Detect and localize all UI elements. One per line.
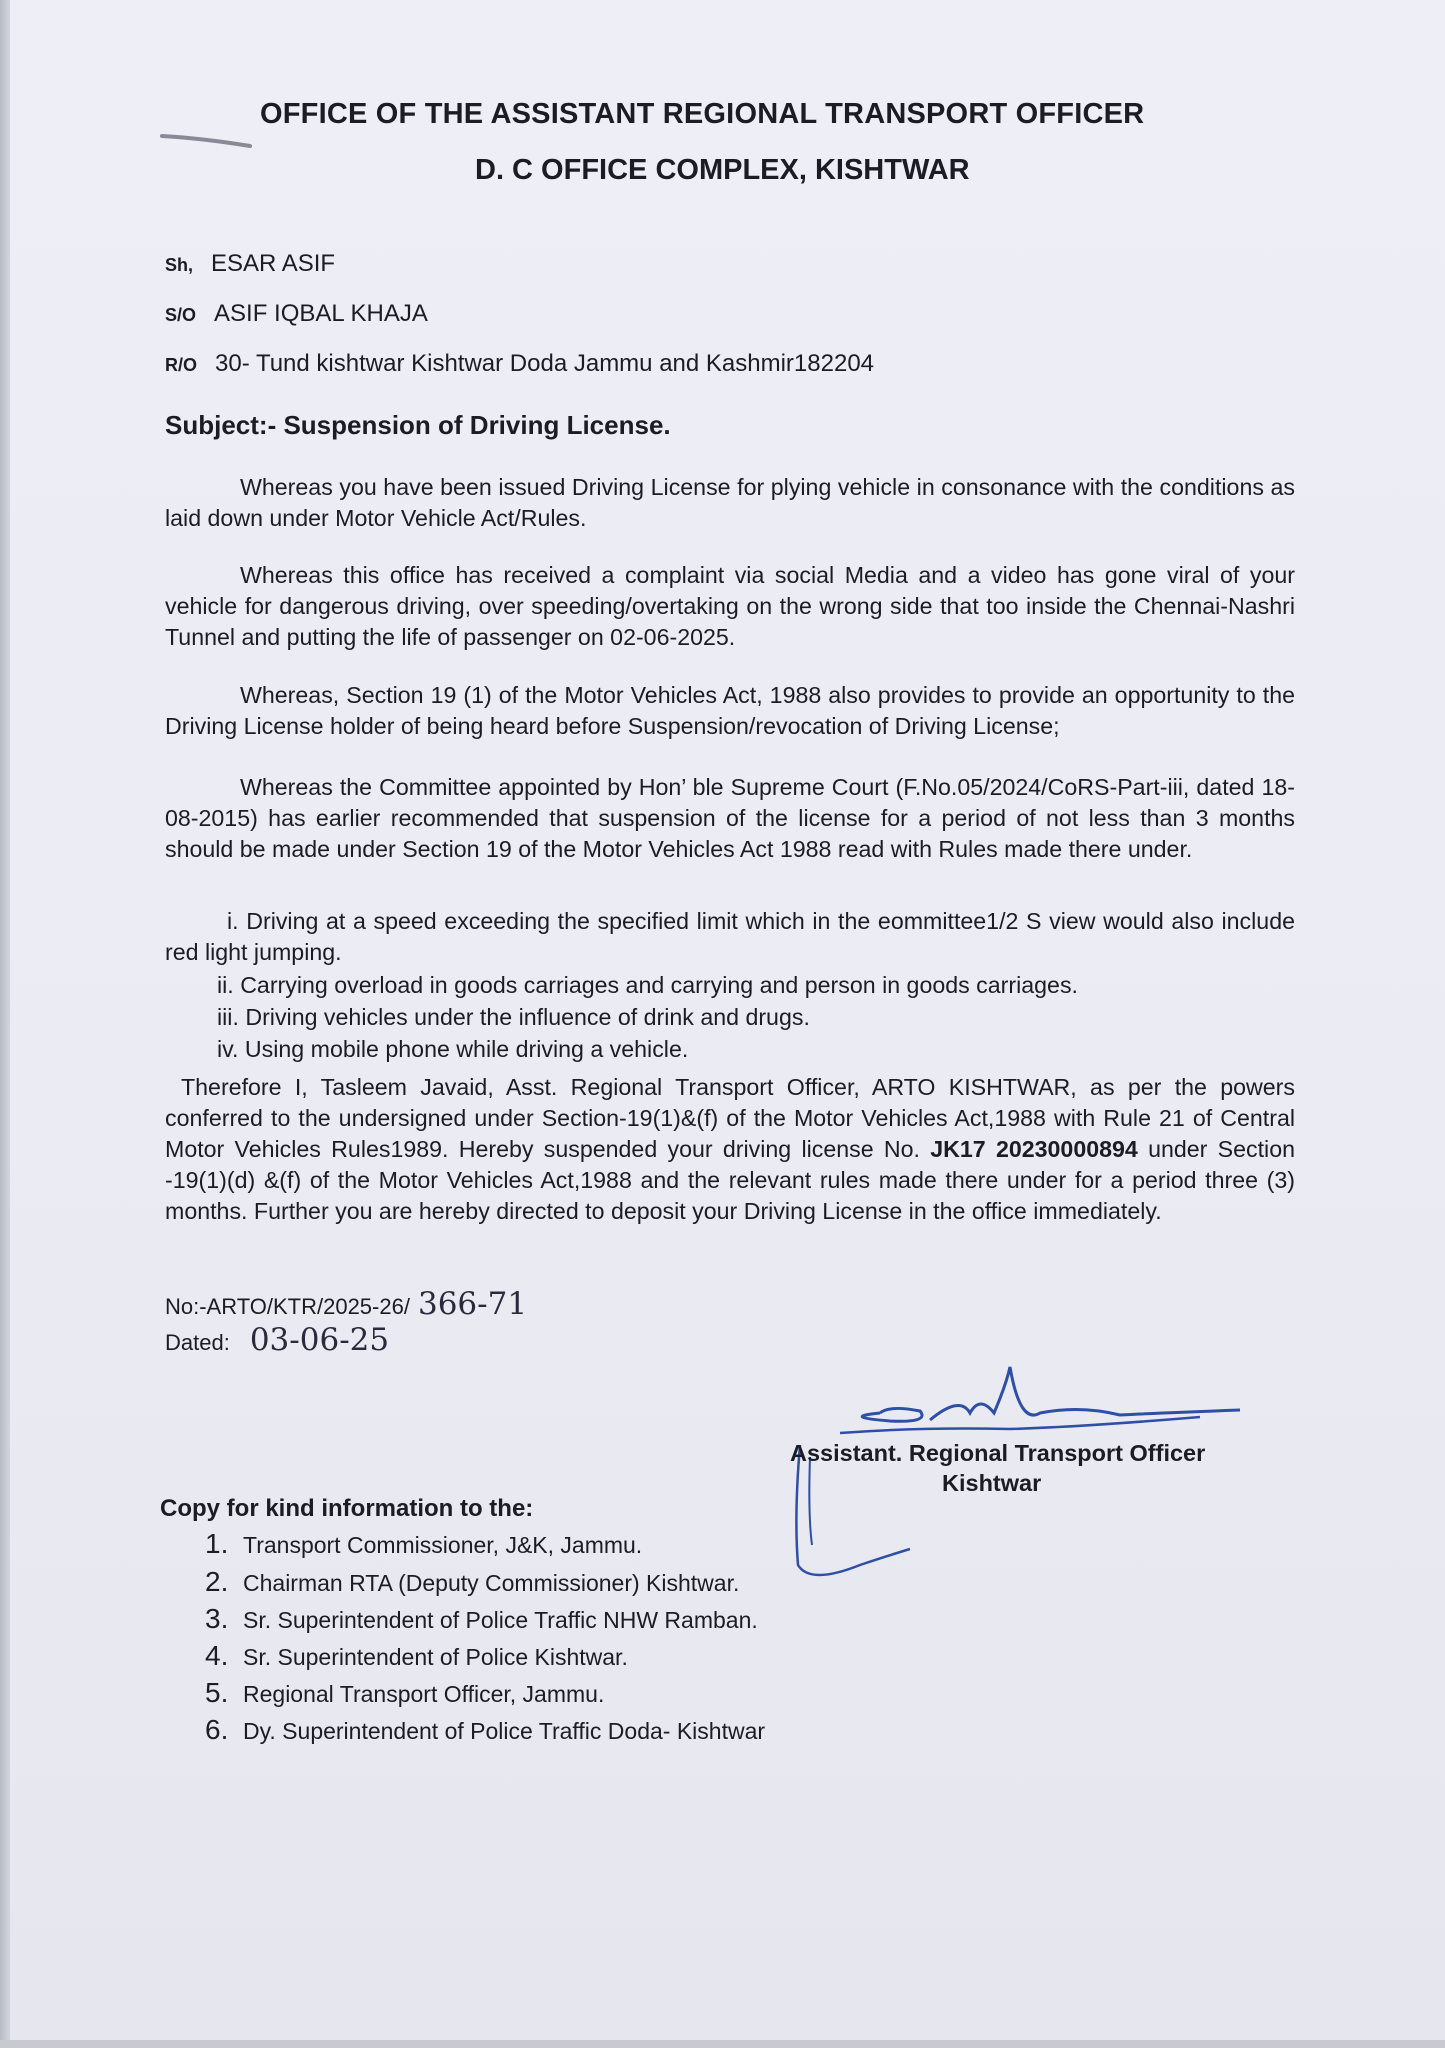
parent-label: S/O bbox=[165, 305, 197, 325]
copy-to-item bbox=[205, 1714, 765, 1746]
order-paragraph bbox=[165, 1072, 1295, 1227]
paragraph-2: Whereas this office has received a complaint via social Media and a video has gone viral of your vehicle for dangerous driving, over speeding/overtaking on the wrong side that too inside the Chennai-Nashri Tunnel and putting the life of passenger on 02-06-2025. bbox=[165, 562, 1295, 650]
violation-3: iii. Driving vehicles under the influence of drink and drugs. bbox=[217, 1004, 810, 1030]
addressee-residence: 30- Tund kishtwar Kishtwar Doda Jammu and Kashmir182204 bbox=[215, 350, 875, 377]
signatory-place: Kishtwar bbox=[942, 1470, 1042, 1496]
copy-to-item bbox=[205, 1566, 739, 1598]
copy-item-text: Regional Transport Officer, Jammu. bbox=[243, 1681, 605, 1707]
paragraph-3: Whereas, Section 19 (1) of the Motor Vehicles Act, 1988 also provides to provide an opportunity to the Driving License holder of being heard before Suspension/revocation of Driving License; bbox=[165, 682, 1295, 739]
addressee-parent-line bbox=[165, 300, 428, 328]
pen-mark bbox=[160, 128, 255, 150]
dated-label: Dated: bbox=[165, 1330, 230, 1355]
reference-number-label: No:-ARTO/KTR/2025-26/ bbox=[165, 1294, 410, 1319]
copy-item-text: Sr. Superintendent of Police Traffic NHW Ramban. bbox=[243, 1607, 758, 1633]
copy-to-item bbox=[205, 1677, 604, 1709]
copy-to-heading: Copy for kind information to the: bbox=[160, 1495, 534, 1522]
copy-item-number: 6. bbox=[205, 1714, 229, 1745]
dated-line bbox=[165, 1322, 389, 1358]
violation-2: ii. Carrying overload in goods carriages and carrying and person in goods carriages. bbox=[217, 972, 1078, 998]
copy-item-number: 4. bbox=[205, 1640, 229, 1671]
copy-item-text: Sr. Superintendent of Police Kishtwar. bbox=[243, 1644, 628, 1670]
license-number: JK17 20230000894 bbox=[930, 1136, 1138, 1162]
copy-item-number: 3. bbox=[205, 1603, 229, 1634]
copy-item-text: Chairman RTA (Deputy Commissioner) Kishtwar. bbox=[243, 1570, 740, 1596]
copy-to-item bbox=[205, 1603, 758, 1635]
addressee-name: ESAR ASIF bbox=[211, 250, 336, 277]
copy-item-text: Dy. Superintendent of Police Traffic Doda- Kishtwar bbox=[243, 1718, 766, 1744]
copy-item-text: Transport Commissioner, J&K, Jammu. bbox=[243, 1532, 643, 1558]
order-text-before: Therefore I, Tasleem Javaid, Asst. Regional Transport Officer, ARTO KISHTWAR, as per the powers conferred to the undersigned under Section-19(1)&(f) of the Motor Vehicles Act,1988 with Rule 21 of Central Motor Vehicles Rules1989. Hereby suspended your driving license No. bbox=[165, 1074, 1295, 1162]
addressee-parent: ASIF IQBAL KHAJA bbox=[214, 300, 428, 327]
copy-to-item bbox=[205, 1640, 628, 1672]
residence-label: R/O bbox=[165, 355, 198, 375]
copy-to-item bbox=[205, 1528, 642, 1560]
signatory-title: Assistant. Regional Transport Officer bbox=[790, 1440, 1206, 1466]
violation-1: i. Driving at a speed exceeding the specified limit which in the eommittee1/2 S view would also include red light jumping. bbox=[165, 908, 1295, 965]
copy-item-number: 1. bbox=[205, 1528, 229, 1559]
copy-item-number: 2. bbox=[205, 1566, 229, 1597]
paragraph-4: Whereas the Committee appointed by Hon’ ble Supreme Court (F.No.05/2024/CoRS-Part-iii, dated 18-08-2015) has earlier recommended that suspension of the license for a period of not less than 3 months should be made under Section 19 of the Motor Vehicles Act 1988 read with Rules made there under. bbox=[165, 774, 1295, 862]
subject-line: Subject:- Suspension of Driving License. bbox=[165, 410, 671, 440]
paragraph-1: Whereas you have been issued Driving License for plying vehicle in consonance with the conditions as laid down under Motor Vehicle Act/Rules. bbox=[165, 474, 1295, 531]
violation-4: iv. Using mobile phone while driving a vehicle. bbox=[217, 1036, 689, 1062]
reference-number-handwritten: 366-71 bbox=[417, 1286, 528, 1322]
addressee-residence-line bbox=[165, 350, 874, 378]
name-label: Sh, bbox=[165, 255, 194, 275]
dated-handwritten: 03-06-25 bbox=[249, 1322, 390, 1358]
addressee-name-line bbox=[165, 250, 335, 278]
office-address: D. C OFFICE COMPLEX, KISHTWAR bbox=[475, 154, 970, 186]
background-page-bottom bbox=[0, 2040, 1445, 2048]
document-page bbox=[10, 0, 1445, 2040]
office-title: OFFICE OF THE ASSISTANT REGIONAL TRANSPORT OFFICER bbox=[260, 98, 1145, 130]
reference-number-line bbox=[165, 1286, 527, 1322]
copy-item-number: 5. bbox=[205, 1677, 229, 1708]
order-text-after: under Section -19(1)(d) &(f) of the Motor Vehicles Act,1988 and the relevant rules made there under for a period three (3) months. Further you are hereby directed to deposit your Driving License in the office immediately. bbox=[165, 1136, 1295, 1224]
